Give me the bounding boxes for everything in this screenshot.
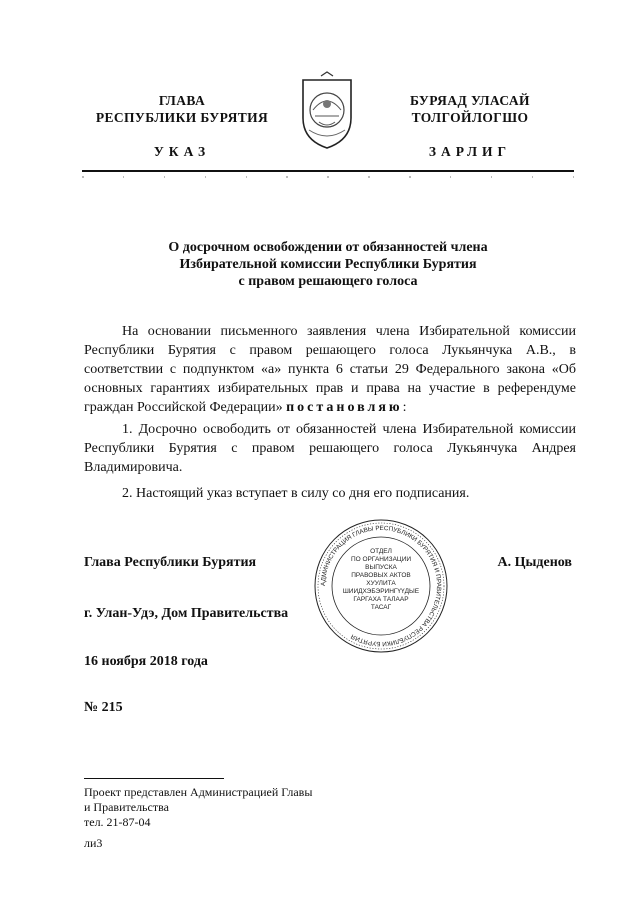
title-line1: О досрочном освобождении от обязанностей члена xyxy=(168,240,488,255)
header-left-title xyxy=(82,92,282,126)
footer-code: ли3 xyxy=(84,836,103,850)
header-right-title xyxy=(370,92,570,126)
document-title xyxy=(82,239,574,290)
header-left-doctype: УКАЗ xyxy=(153,144,211,159)
signature-name: А. Цыденов xyxy=(497,555,572,570)
header-divider xyxy=(82,170,574,172)
header-dotted-line xyxy=(82,176,574,178)
stamp-line: ПРАВОВЫХ АКТОВ xyxy=(351,572,411,579)
header-right-line1: БУРЯАД УЛАСАЙ xyxy=(410,93,530,108)
signature-date: 16 ноября 2018 года xyxy=(84,654,208,669)
stamp-center-text xyxy=(333,548,429,612)
footer-line3: тел. 21-87-04 xyxy=(84,815,151,829)
title-line3: с правом решающего голоса xyxy=(238,274,418,289)
coat-of-arms-icon xyxy=(295,70,359,150)
footer-line2: и Правительства xyxy=(84,800,169,814)
official-stamp xyxy=(313,518,449,654)
stamp-line: ОТДЕЛ xyxy=(370,548,392,555)
signature-place: г. Улан-Удэ, Дом Правительства xyxy=(84,606,289,621)
stamp-line: ХУУЛИТА xyxy=(366,580,396,587)
document-number: № 215 xyxy=(84,700,123,715)
decree-word: постановляю xyxy=(286,400,403,415)
header-left-line1: ГЛАВА xyxy=(158,93,206,108)
header-left-line2: РЕСПУБЛИКИ БУРЯТИЯ xyxy=(95,110,269,125)
stamp-line: ПО ОРГАНИЗАЦИИ xyxy=(350,556,412,563)
item-1: 1. Досрочно освободить от обязанностей члена Избирательной комиссии Республики Бурятия с правом решающего голоса Лукьянчука Андрея Владимировича. xyxy=(84,422,576,475)
stamp-line: ВЫПУСКА xyxy=(365,564,397,571)
stamp-line: ТАСАГ xyxy=(370,604,392,611)
signature-position: Глава Республики Бурятия xyxy=(84,555,257,570)
title-line2: Избирательной комиссии Республики Бурятия xyxy=(179,257,477,272)
header-right-line2: ТОЛГОЙЛОГШО xyxy=(411,110,529,125)
item-2: 2. Настоящий указ вступает в силу со дня его подписания. xyxy=(122,486,470,501)
intro-paragraph xyxy=(84,322,576,417)
footer-note xyxy=(84,785,312,830)
header-right-doctype: ЗАРЛИГ xyxy=(428,144,512,159)
decree-colon: : xyxy=(402,400,407,415)
intro-text: На основании письменного заявления члена Избирательной комиссии Республики Бурятия с правом решающего голоса Лукьянчука А.В., в соответствии с подпунктом «а» пункта 6 статьи 29 Федерального закона «Об основных гарантиях избирательных прав и права на участие в референдуме граждан Российской Федерации» xyxy=(84,324,576,415)
footer-line1: Проект представлен Администрацией Главы xyxy=(84,785,313,799)
stamp-line: ГАРГАХА ТАЛААР xyxy=(353,596,409,603)
footer-rule xyxy=(84,778,224,779)
stamp-line: ШИИДХЭБЭРИНГҮҮДЫЕ xyxy=(342,588,420,595)
stamp-ring-text: АДМИНИСТРАЦИЯ ГЛАВЫ РЕСПУБЛИКИ БУРЯТИЯ И ПРАВИТЕЛЬСТВА РЕСПУБЛИКИ БУРЯТИЯ xyxy=(319,524,443,648)
